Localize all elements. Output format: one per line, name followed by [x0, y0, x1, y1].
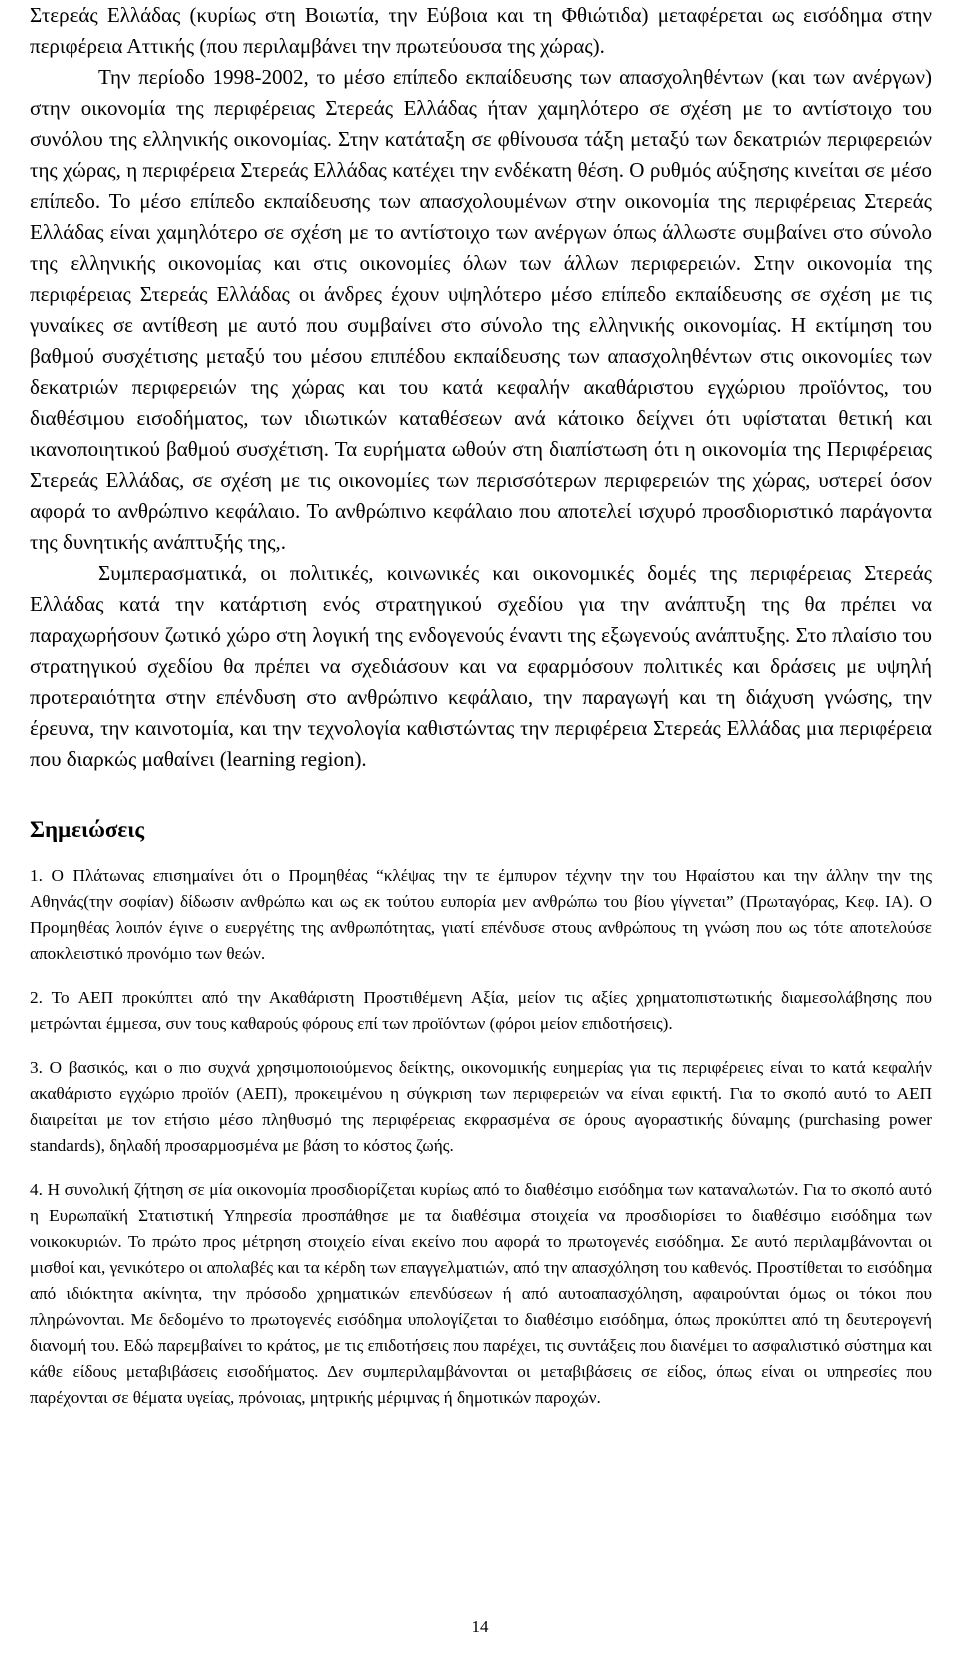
note-3: 3. Ο βασικός, και ο πιο συχνά χρησιμοποιούμενος δείκτης, οικονομικής ευημερίας για τις περιφέρειες είναι το κατά κεφαλήν ακαθάριστο εγχώριο προϊόν (ΑΕΠ), προκειμένου η σύγκριση των περιφερειών να είναι εφικτή. Για το σκοπό αυτό το ΑΕΠ διαιρείται με τον ετήσιο μέσο πληθυσμό της περιφέρειας εκφρασμένα σε όρους αγοραστικής δύναμης (purchasing power standards), δηλαδή προσαρμοσμένα με βάση το κόστος ζωής. — [30, 1058, 932, 1155]
note-2: 2. Το ΑΕΠ προκύπτει από την Ακαθάριστη Προστιθέμενη Αξία, μείον τις αξίες χρηματοπιστωτικής διαμεσολάβησης που μετρώνται έμμεσα, συν τους καθαρούς φόρους επί των προϊόντων (φόροι μείον επιδοτήσεις). — [30, 988, 932, 1033]
paragraph-conclusion: Συμπερασματικά, οι πολιτικές, κοινωνικές και οικονομικές δομές της περιφέρειας Στερεάς Ελλάδας κατά την κατάρτιση ενός στρατηγικού σχεδίου για την ανάπτυξη της θα πρέπει να παραχωρήσουν ζωτικό χώρο στη λογική της ενδογενούς έναντι της εξωγενούς ανάπτυξης. Στο πλαίσιο του στρατηγικού σχεδίου θα πρέπει να σχεδιάσουν και να εφαρμόσουν πολιτικές και δράσεις με υψηλή προτεραιότητα στην επένδυση στο ανθρώπινο κεφάλαιο, την παραγωγή και τη διάχυση γνώσης, την έρευνα, την καινοτομία, και την τεχνολογία καθιστώντας την περιφέρεια Στερεάς Ελλάδας μια περιφέρεια που διαρκώς μαθαίνει (learning region). — [30, 561, 932, 771]
note-4: 4. Η συνολική ζήτηση σε μία οικονομία προσδιορίζεται κυρίως από το διαθέσιμο εισόδημα των καταναλωτών. Για το σκοπό αυτό η Ευρωπαϊκή Στατιστική Υπηρεσία προσπάθησε με τα διαθέσιμα στοιχεία να προσδιορίσει το διαθέσιμο εισόδημα των νοικοκυριών. Το πρώτο προς μέτρηση στοιχείο είναι εκείνο που αφορά το πρωτογενές εισόδημα. Σε αυτό περιλαμβάνονται οι μισθοί και, γενικότερο οι απολαβές και τα κέρδη των επαγγελματιών, από την απασχόληση του καθενός. Προστίθεται το εισόδημα από ιδιόκτητα ακίνητα, την πρόσοδο χρηματικών επενδύσεων ή από αυτοαπασχόληση, αφαιρούνται όμως οι τόκοι που πληρώνονται. Με δεδομένο το πρωτογενές εισόδημα υπολογίζεται το διαθέσιμο εισόδημα, όπως προκύπτει από τη δευτερογενή διανομή του. Εδώ παρεμβαίνει το κράτος, με τις επιδοτήσεις που παρέχει, τις συντάξεις που διανέμει το ασφαλιστικό σύστημα και κάθε είδους μεταβιβάσεις εισοδήματος. Δεν συμπεριλαμβάνονται οι μεταβιβάσεις σε είδος, όπως είναι οι υπηρεσίες που παρέχονται σε θέματα υγείας, πρόνοιας, μητρικής μέριμνας ή δημοτικών παροχών. — [30, 1180, 932, 1407]
note-1: 1. Ο Πλάτωνας επισημαίνει ότι ο Προμηθέας “κλέψας την τε έμπυρον τέχνην την του Ηφαίστου και την άλλην την της Αθηνάς(την σοφίαν) δίδωσιν ανθρώπω και ως εκ τούτου ευπορία μεν ανθρώπω του βίου γίγνεται” (Πρωταγόρας, Κεφ. ΙΑ). Ο Προμηθέας λοιπόν έγινε ο ευεργέτης της ανθρωπότητας, γιατί επένδυσε στους ανθρώπους τη γνώση που ως τότε αποτελούσε αποκλειστικό προνόμιο των θεών. — [30, 866, 932, 963]
paragraph-education-level: Την περίοδο 1998-2002, το μέσο επίπεδο εκπαίδευσης των απασχοληθέντων (και των ανέργων) στην οικονομία της περιφέρειας Στερεάς Ελλάδας ήταν χαμηλότερο σε σχέση με το αντίστοιχο του συνόλου της ελληνικής οικονομίας. Στην κατάταξη σε φθίνουσα τάξη μεταξύ των δεκατριών περιφερειών της χώρας, η περιφέρεια Στερεάς Ελλάδας κατέχει την ενδέκατη θέση. Ο ρυθμός αύξησης κινείται σε μέσο επίπεδο. Το μέσο επίπεδο εκπαίδευσης των απασχολουμένων στην οικονομία της περιφέρειας Στερεάς Ελλάδας είναι χαμηλότερο σε σχέση με το αντίστοιχο των ανέργων όπως άλλωστε συμβαίνει στο σύνολο της ελληνικής οικονομίας και στις οικονομίες όλων των άλλων περιφερειών. Στην οικονομία της περιφέρειας Στερεάς Ελλάδας οι άνδρες έχουν υψηλότερο μέσο επίπεδο εκπαίδευσης σε σχέση με τις γυναίκες σε αντίθεση με αυτό που συμβαίνει στο σύνολο της ελληνικής οικονομίας. Η εκτίμηση του βαθμού συσχέτισης μεταξύ του μέσου επιπέδου εκπαίδευσης των απασχοληθέντων στις οικονομίες των δεκατριών περιφερειών της χώρας και του κατά κεφαλήν ακαθάριστου εγχώριου προϊόντος, του διαθέσιμου εισοδήματος, των ιδιωτικών καταθέσεων ανά κάτοικο δείχνει ότι υφίσταται θετική και ικανοποιητικού βαθμού συσχέτιση. Τα ευρήματα ωθούν στη διαπίστωση ότι η οικονομία της Περιφέρειας Στερεάς Ελλάδας, σε σχέση με τις οικονομίες των περισσότερων περιφερειών της χώρας, υστερεί όσον αφορά το ανθρώπινο κεφάλαιο. Το ανθρώπινο κεφάλαιο που αποτελεί ισχυρό προσδιοριστικό παράγοντα της δυνητικής ανάπτυξής της,. — [30, 65, 932, 554]
document-page — [30, 0, 932, 1673]
page-number: 14 — [471, 1617, 489, 1636]
paragraph-continuation: Στερεάς Ελλάδας (κυρίως στη Βοιωτία, την Εύβοια και τη Φθιώτιδα) μεταφέρεται ως εισόδημα στην περιφέρεια Αττικής (που περιλαμβάνει την πρωτεύουσα της χώρας). — [30, 3, 932, 58]
notes-heading: Σημειώσεις — [30, 817, 145, 842]
